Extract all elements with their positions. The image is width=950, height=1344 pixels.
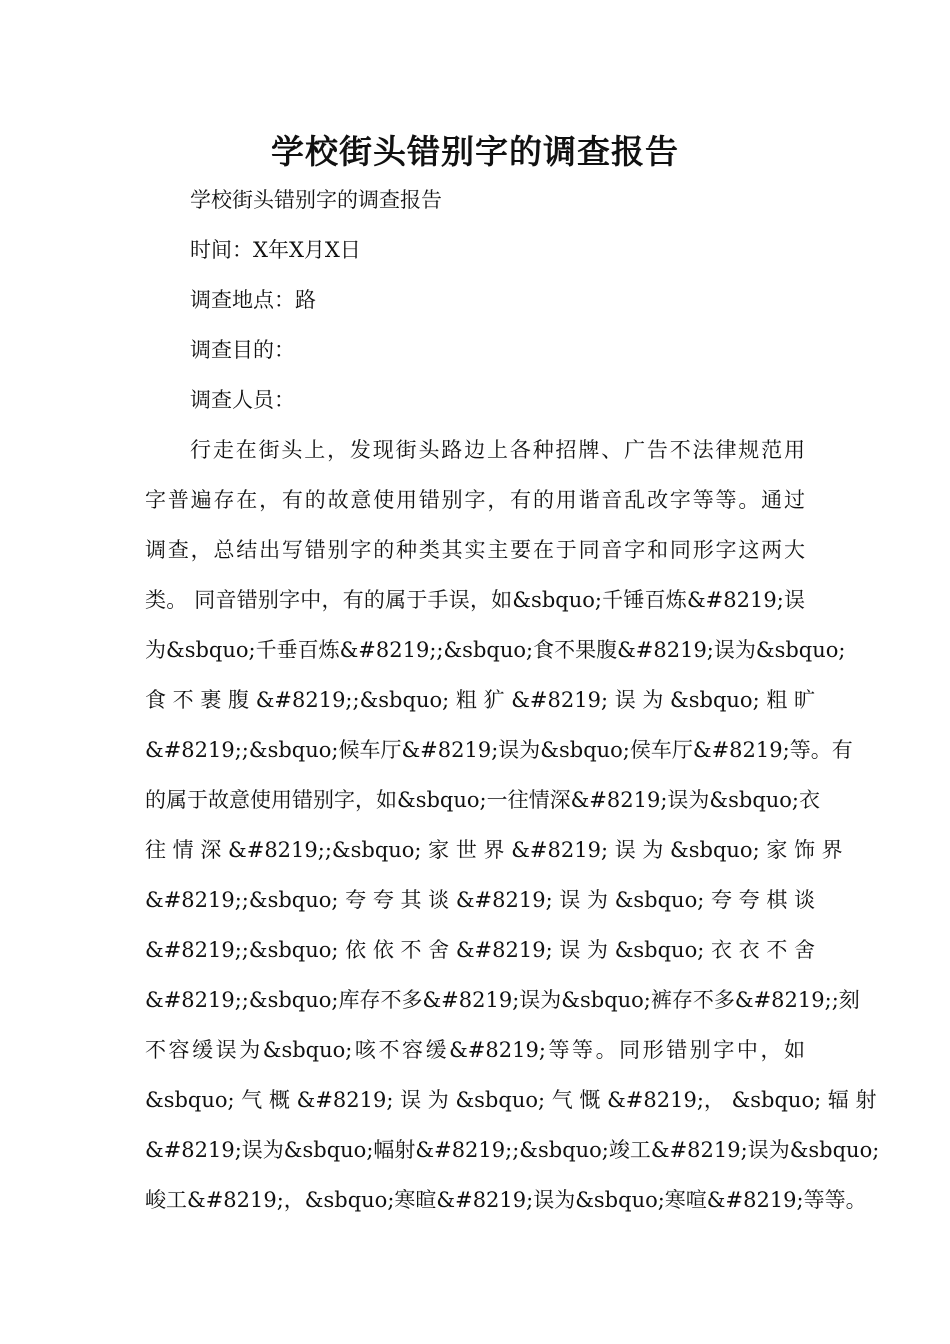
body-line-12: &#8219;;&sbquo;库存不多&#8219;误为&sbquo;裤存不多&#8219;;刻	[145, 988, 860, 1012]
survey-time: 时间：X年X月X日	[190, 238, 361, 262]
body-line-7: &#8219;;&sbquo;候车厅&#8219;误为&sbquo;侯车厅&#8219;等。有	[145, 738, 853, 762]
body-line-2: 字普遍存在，有的故意使用错别字，有的用谐音乱改字等等。通过	[145, 488, 805, 512]
body-line-3: 调查，总结出写错别字的种类其实主要在于同音字和同形字这两大	[145, 538, 805, 562]
body-line-4: 类。 同音错别字中，有的属于手误，如&sbquo;千锤百炼&#8219;误	[145, 588, 805, 612]
body-line-10: &#8219;;&sbquo; 夸 夸 其 谈 &#8219; 误 为 &sbquo; 夸 夸 棋 谈	[145, 888, 815, 912]
body-line-1: 行走在街头上，发现街头路边上各种招牌、广告不法律规范用	[190, 438, 805, 462]
body-line-16: 峻工&#8219;，&sbquo;寒暄&#8219;误为&sbquo;寒喧&#8219;等等。	[145, 1188, 867, 1212]
body-line-11: &#8219;;&sbquo; 依 依 不 舍 &#8219; 误 为 &sbquo; 衣 衣 不 舍	[145, 938, 815, 962]
survey-people: 调查人员：	[190, 388, 295, 412]
body-line-15: &#8219;误为&sbquo;幅射&#8219;;&sbquo;竣工&#8219;误为&sbquo;	[145, 1138, 880, 1162]
body-line-14: &sbquo; 气 概 &#8219; 误 为 &sbquo; 气 慨 &#8219;， &sbquo; 辐 射	[145, 1088, 877, 1112]
body-line-6: 食 不 裹 腹 &#8219;;&sbquo; 粗 犷 &#8219; 误 为 &sbquo; 粗 旷	[145, 688, 815, 712]
document-title: 学校街头错别字的调查报告	[271, 132, 679, 171]
body-line-5: 为&sbquo;千垂百炼&#8219;;&sbquo;食不果腹&#8219;误为&sbquo;	[145, 638, 846, 662]
body-line-9: 往 情 深 &#8219;;&sbquo; 家 世 界 &#8219; 误 为 &sbquo; 家 饰 界	[145, 838, 843, 862]
body-line-8: 的属于故意使用错别字，如&sbquo;一往情深&#8219;误为&sbquo;衣	[145, 788, 821, 812]
body-line-13: 不容缓误为&sbquo;咳不容缓&#8219;等等。同形错别字中，如	[145, 1038, 805, 1062]
subtitle-line: 学校街头错别字的调查报告	[190, 188, 442, 212]
survey-purpose: 调查目的：	[190, 338, 295, 362]
survey-location: 调查地点：路	[190, 288, 316, 312]
